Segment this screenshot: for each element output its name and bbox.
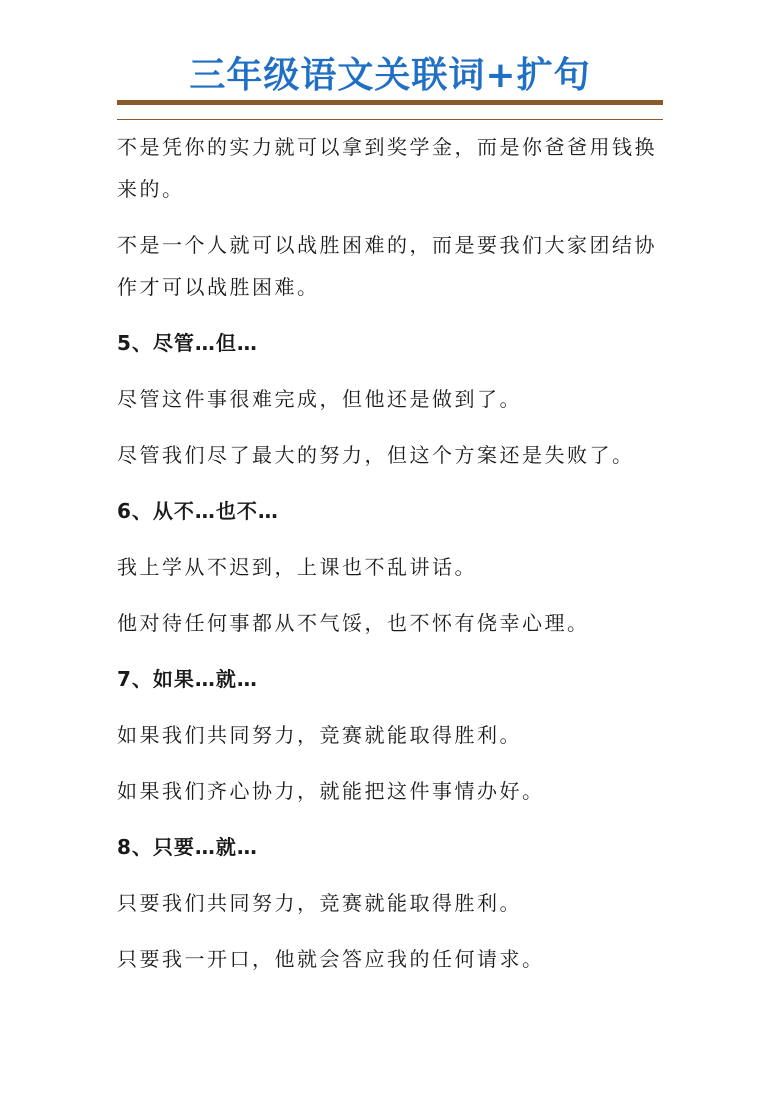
- example-sentence: 他对待任何事都从不气馁，也不怀有侥幸心理。: [117, 611, 590, 635]
- section-heading: 5、尽管…但…: [117, 331, 258, 355]
- title-divider-thick: [117, 100, 663, 105]
- example-sentence: 如果我们齐心协力，就能把这件事情办好。: [117, 779, 545, 803]
- section-heading: 8、只要…就…: [117, 835, 258, 859]
- example-sentence: 尽管这件事很难完成，但他还是做到了。: [117, 387, 522, 411]
- example-sentence: 我上学从不迟到，上课也不乱讲话。: [117, 555, 477, 579]
- section-heading: 7、如果…就…: [117, 667, 258, 691]
- document-body: [117, 126, 677, 994]
- example-sentence: 不是凭你的实力就可以拿到奖学金，而是你爸爸用钱换来的。: [117, 135, 657, 201]
- example-sentence: 不是一个人就可以战胜困难的，而是要我们大家团结协作才可以战胜困难。: [117, 233, 657, 299]
- example-sentence: 如果我们共同努力，竞赛就能取得胜利。: [117, 723, 522, 747]
- example-sentence: 只要我们共同努力，竞赛就能取得胜利。: [117, 891, 522, 915]
- page-title: 三年级语文关联词+扩句: [189, 55, 591, 96]
- example-sentence: 只要我一开口，他就会答应我的任何请求。: [117, 947, 545, 971]
- example-sentence: 尽管我们尽了最大的努力，但这个方案还是失败了。: [117, 443, 635, 467]
- section-heading: 6、从不…也不…: [117, 499, 279, 523]
- title-divider-thin: [117, 119, 663, 120]
